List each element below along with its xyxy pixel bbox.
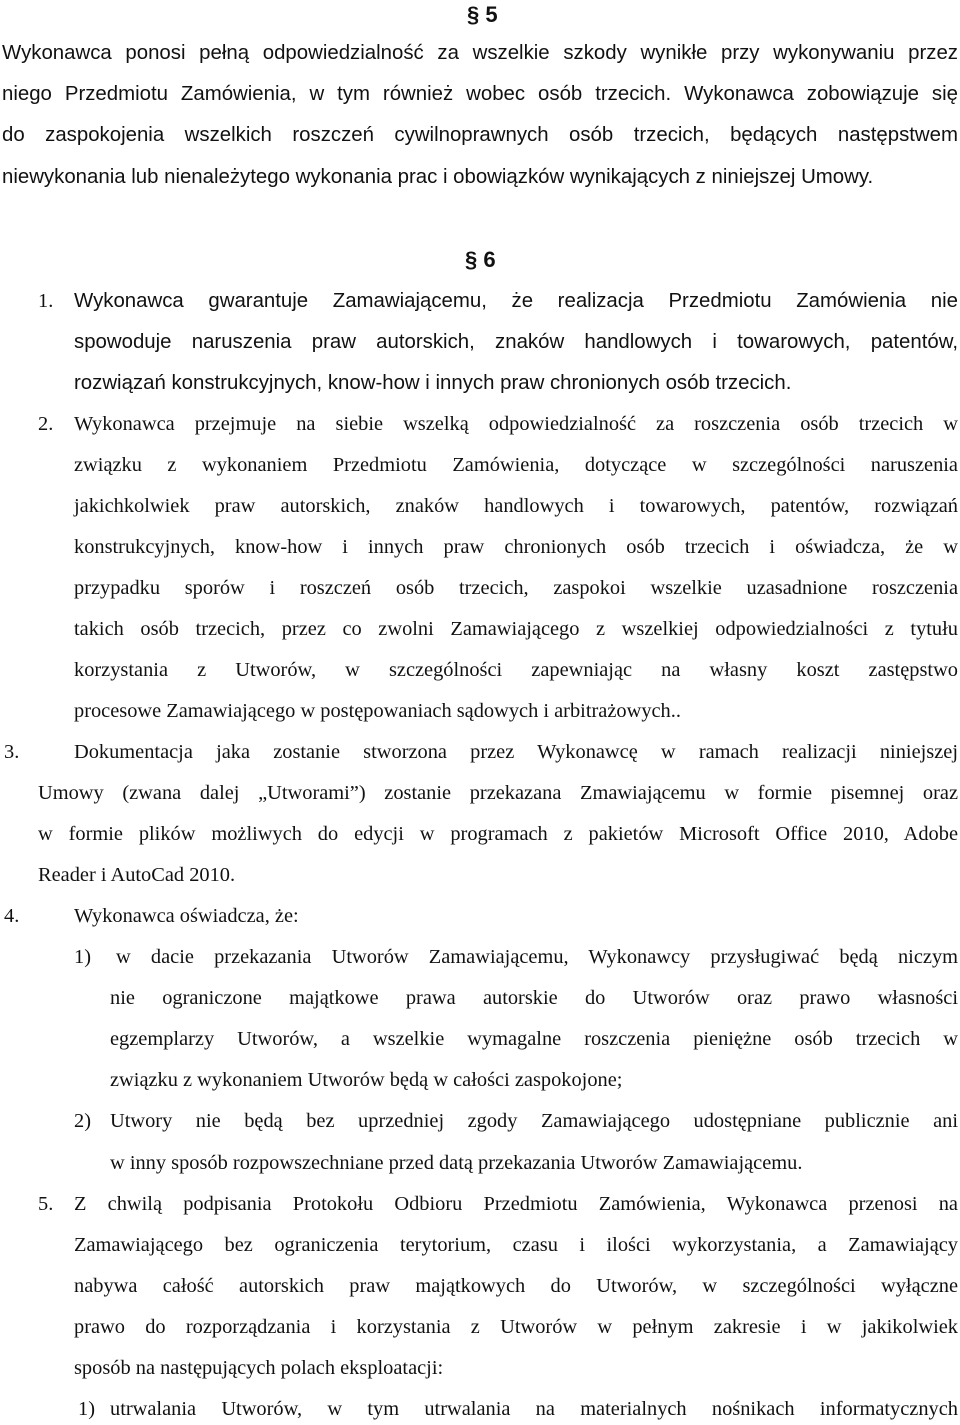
point-4-subpoint-1-line-2: nie ograniczone majątkowe prawa autorskie do Utworów oraz prawo własności [110, 987, 958, 1009]
point-2-number: 2. [38, 413, 54, 435]
point-4-subpoint-1-line-1: w dacie przekazania Utworów Zamawiającemu, Wykonawcy przysługiwać będą niczym [116, 946, 958, 968]
point-5-number: 5. [38, 1193, 54, 1215]
point-2-line-2: związku z wykonaniem Przedmiotu Zamówienia, dotyczące w szczególności naruszenia [74, 454, 958, 476]
point-5-line-1: Z chwilą podpisania Protokołu Odbioru Przedmiotu Zamówienia, Wykonawca przenosi na [74, 1193, 958, 1215]
point-3-line-3: w formie plików możliwych do edycji w programach z pakietów Microsoft Office 2010, Adobe [38, 823, 958, 845]
section-5-line-3: do zaspokojenia wszelkich roszczeń cywilnoprawnych osób trzecich, będących następstwem [2, 124, 958, 146]
section-5-heading: § 5 [467, 2, 498, 27]
point-2-line-8: procesowe Zamawiającego w postępowaniach sądowych i arbitrażowych.. [74, 700, 681, 722]
point-4-subpoint-1-line-4: związku z wykonaniem Utworów będą w całości zaspokojone; [110, 1069, 623, 1091]
point-4-subpoint-2-line-1: Utwory nie będą bez uprzedniej zgody Zamawiającego udostępniane publicznie ani [110, 1110, 958, 1132]
point-3-line-1: Dokumentacja jaka zostanie stworzona przez Wykonawcę w ramach realizacji niniejszej [74, 741, 958, 763]
section-5-line-4: niewykonania lub nienależytego wykonania prac i obowiązków wynikających z niniejszej Umowy. [2, 166, 874, 188]
point-3-line-4: Reader i AutoCad 2010. [38, 864, 236, 886]
point-1-number: 1. [38, 290, 54, 312]
point-5-line-4: prawo do rozporządzania i korzystania z Utworów w pełnym zakresie i w jakikolwiek [74, 1316, 958, 1338]
point-2-line-3: jakichkolwiek praw autorskich, znaków handlowych i towarowych, patentów, rozwiązań [74, 495, 958, 517]
point-1-line-2: spowoduje naruszenia praw autorskich, znaków handlowych i towarowych, patentów, [74, 331, 958, 353]
point-4-number: 4. [4, 905, 20, 927]
point-5-subpoint-1-number: 1) [78, 1398, 95, 1420]
point-3-number: 3. [4, 741, 20, 763]
section-6-heading: § 6 [465, 247, 496, 272]
point-2-line-5: przypadku sporów i roszczeń osób trzecich, zaspokoi wszelkie uzasadnione roszczenia [74, 577, 958, 599]
point-3-line-2: Umowy (zwana dalej „Utworami”) zostanie przekazana Zmawiającemu w formie pisemnej oraz [38, 782, 958, 804]
point-2-line-4: konstrukcyjnych, know-how i innych praw chronionych osób trzecich i oświadcza, że w [74, 536, 958, 558]
point-4-subpoint-2-line-2: w inny sposób rozpowszechniane przed datą przekazania Utworów Zamawiającemu. [110, 1152, 803, 1174]
section-5-line-1: Wykonawca ponosi pełną odpowiedzialność za wszelkie szkody wynikłe przy wykonywaniu przez [2, 42, 958, 64]
section-5-line-2: niego Przedmiotu Zamówienia, w tym również wobec osób trzecich. Wykonawca zobowiązuje się [2, 83, 958, 105]
point-4-subpoint-1-line-3: egzemplarzy Utworów, a wszelkie wymagalne roszczenia pieniężne osób trzecich w [110, 1028, 958, 1050]
point-5-subpoint-1-line-1: utrwalania Utworów, w tym utrwalania na materialnych nośnikach informatycznych [110, 1398, 958, 1420]
point-2-line-6: takich osób trzecich, przez co zwolni Zamawiającego z wszelkiej odpowiedzialności z tytułu [74, 618, 958, 640]
point-1-line-3: rozwiązań konstrukcyjnych, know-how i innych praw chronionych osób trzecich. [74, 372, 792, 394]
point-4-line-1: Wykonawca oświadcza, że: [74, 905, 299, 927]
point-2-line-7: korzystania z Utworów, w szczególności zapewniając na własny koszt zastępstwo [74, 659, 958, 681]
point-5-line-2: Zamawiającego bez ograniczenia terytorium, czasu i ilości wykorzystania, a Zamawiający [74, 1234, 958, 1256]
point-2-line-1: Wykonawca przejmuje na siebie wszelką odpowiedzialność za roszczenia osób trzecich w [74, 413, 958, 435]
point-4-subpoint-1-number: 1) [74, 946, 91, 968]
point-5-line-3: nabywa całość autorskich praw majątkowych do Utworów, w szczególności wyłączne [74, 1275, 958, 1297]
point-5-line-5: sposób na następujących polach eksploatacji: [74, 1357, 444, 1379]
point-1-line-1: Wykonawca gwarantuje Zamawiającemu, że realizacja Przedmiotu Zamówienia nie [74, 290, 958, 312]
point-4-subpoint-2-number: 2) [74, 1110, 91, 1132]
